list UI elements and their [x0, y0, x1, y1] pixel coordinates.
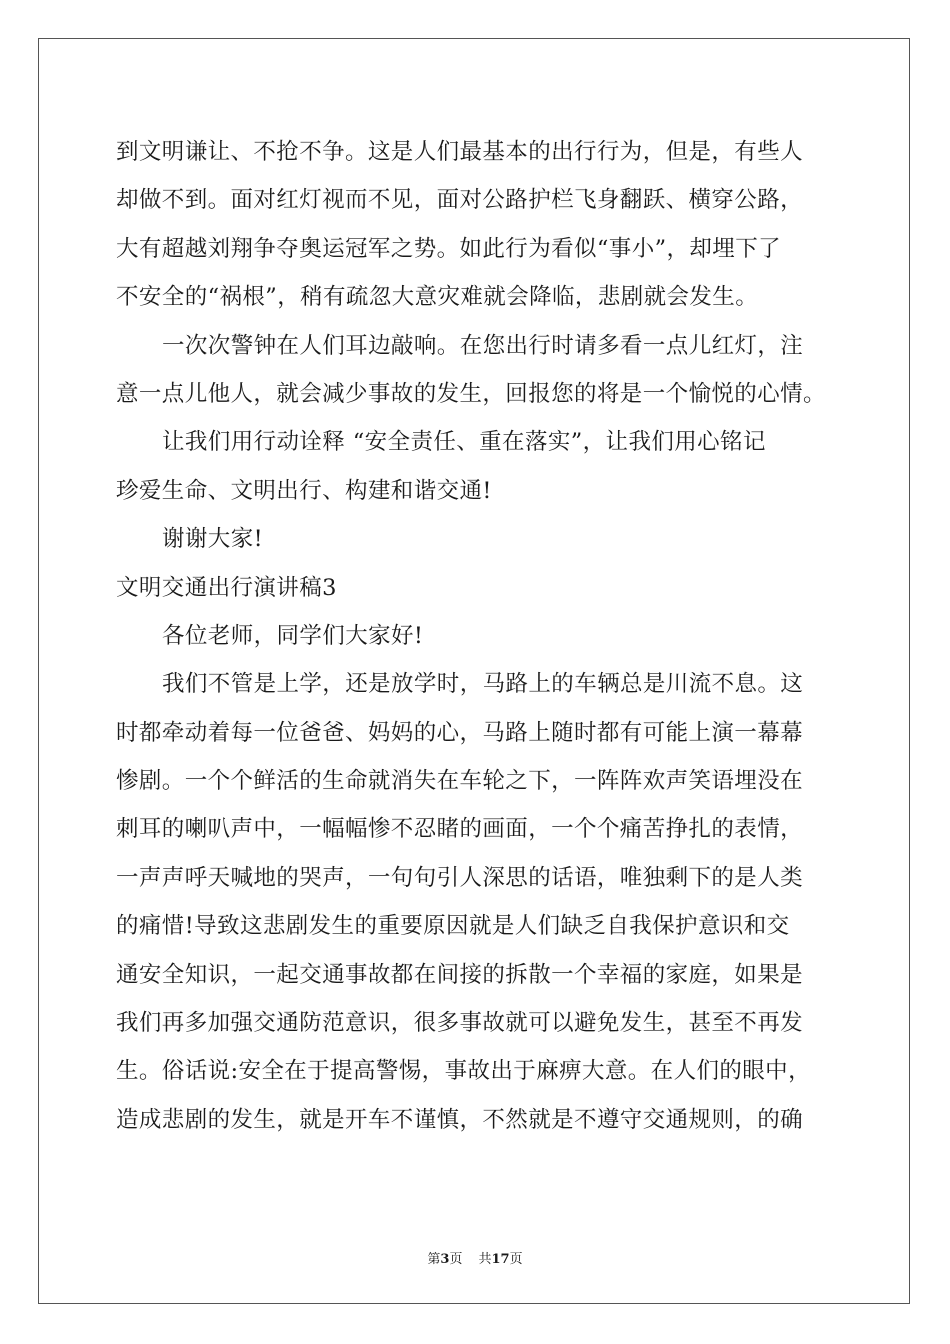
text-line: 到文明谦让、不抢不争。这是人们最基本的出行行为，但是，有些人 — [116, 139, 804, 165]
text-line: 却做不到。面对红灯视而不见，面对公路护栏飞身翻跃、横穿公路， — [116, 187, 804, 214]
text-line: 我们不管是上学，还是放学时，马路上的车辆总是川流不息。这 — [162, 671, 804, 698]
text-line: 一次次警钟在人们耳边敲响。在您出行时请多看一点儿红灯，注 — [162, 332, 804, 359]
section-heading: 文明交通出行演讲稿3 — [116, 574, 337, 601]
text-line: 时都牵动着每一位爸爸、妈妈的心，马路上随时都有可能上演一幕幕 — [116, 719, 804, 746]
page-prefix: 第 — [427, 1252, 441, 1267]
greeting-line: 各位老师，同学们大家好! — [162, 622, 424, 649]
text-line: 不安全的“祸根”，稍有疏忽大意灾难就会降临，悲剧就会发生。 — [116, 284, 759, 311]
text-line: 通安全知识，一起交通事故都在间接的拆散一个幸福的家庭，如果是 — [116, 961, 804, 988]
text-line: 一声声呼天喊地的哭声，一句句引人深思的话语，唯独剩下的是人类 — [116, 864, 804, 891]
text-line: 惨剧。一个个鲜活的生命就消失在车轮之下，一阵阵欢声笑语埋没在 — [116, 768, 804, 795]
total-pages: 17 — [491, 1252, 510, 1267]
closing-line: 谢谢大家! — [162, 526, 264, 553]
text-line: 让我们用行动诠释 “安全责任、重在落实”，让我们用心铭记 — [162, 429, 766, 456]
document-body — [116, 128, 836, 1144]
text-line: 我们再多加强交通防范意识，很多事故就可以避免发生，甚至不再发 — [116, 1010, 804, 1037]
page-number: 3 — [440, 1252, 450, 1267]
page-suffix: 页 — [449, 1252, 463, 1267]
total-suffix: 页 — [509, 1252, 523, 1267]
text-line: 意一点儿他人，就会减少事故的发生，回报您的将是一个愉悦的心情。 — [116, 380, 826, 407]
text-line: 的痛惜!导致这悲剧发生的重要原因就是人们缺乏自我保护意识和交 — [116, 913, 790, 940]
text-line: 珍爱生命、文明出行、构建和谐交通! — [116, 477, 492, 504]
text-line: 刺耳的喇叭声中，一幅幅惨不忍睹的画面，一个个痛苦挣扎的表情， — [116, 816, 804, 843]
text-line: 生。俗话说:安全在于提高警惕，事故出于麻痹大意。在人们的眼中， — [116, 1058, 811, 1085]
page-footer — [0, 1248, 950, 1267]
text-line: 造成悲剧的发生，就是开车不谨慎，不然就是不遵守交通规则，的确 — [116, 1106, 804, 1133]
text-line: 大有超越刘翔争夺奥运冠军之势。如此行为看似“事小”，却埋下了 — [116, 235, 782, 262]
total-prefix: 共 — [478, 1252, 492, 1267]
